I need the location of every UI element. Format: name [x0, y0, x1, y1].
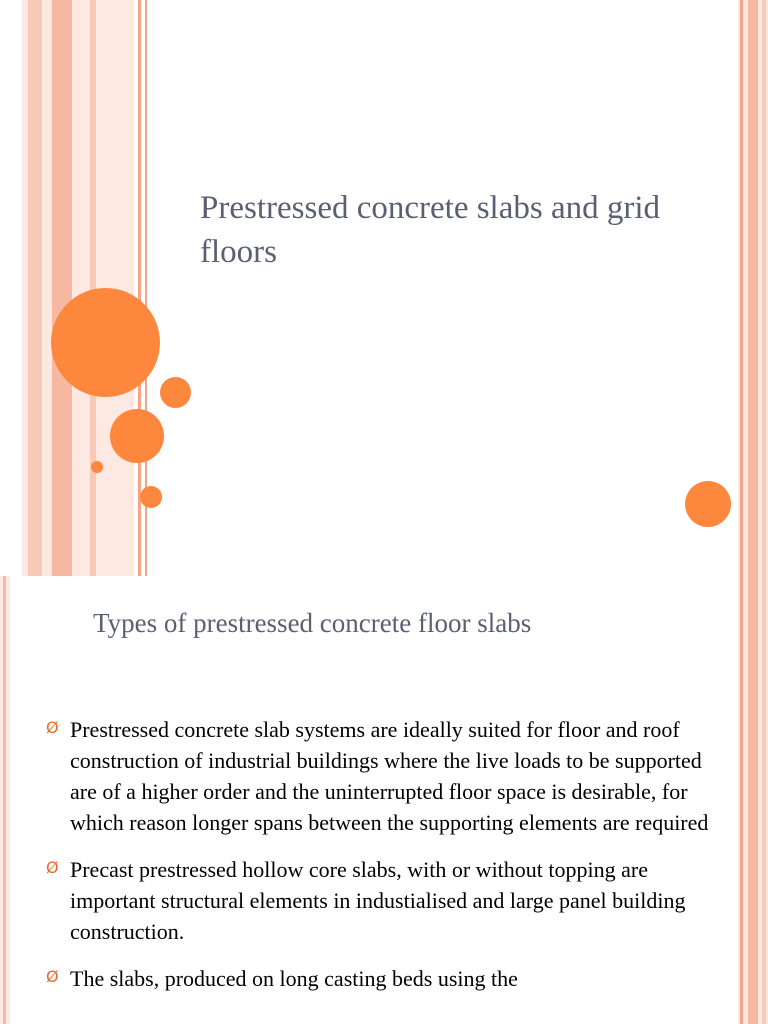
decorative-circle-medium [110, 409, 164, 463]
decorative-circle-small [140, 486, 162, 508]
slide-1-title: Prestressed concrete slabs and grid floors [200, 190, 661, 270]
slashed-o-bullet-icon: Ø [46, 967, 59, 986]
decorative-stripe [740, 576, 743, 1024]
decorative-stripe [138, 0, 141, 576]
slashed-o-bullet-icon: Ø [46, 858, 59, 877]
list-item [46, 963, 726, 994]
decorative-stripe [740, 0, 743, 576]
decorative-stripe [52, 0, 72, 576]
decorative-stripe [762, 576, 766, 1024]
decorative-stripe [748, 0, 758, 576]
decorative-circle-small [160, 377, 191, 408]
decorative-circle-tiny [91, 461, 103, 473]
bullet-text: Prestressed concrete slab systems are ideally suited for floor and roof construction of industrial buildings where the live loads to be supported are of a higher order and the uninterrupted floor space is desirable, for which reason longer spans between the supporting elements are required [70, 717, 709, 835]
list-item [46, 714, 726, 838]
decorative-circle-large [51, 288, 160, 397]
decorative-stripe [3, 576, 6, 1024]
slide-2 [0, 576, 768, 1024]
bullet-list [46, 714, 726, 1010]
list-item [46, 854, 726, 947]
decorative-stripe [28, 0, 42, 576]
bullet-text: The slabs, produced on long casting beds using the [70, 966, 518, 991]
slide-2-title: Types of prestressed concrete floor slabs [93, 608, 532, 638]
decorative-circle-right [685, 481, 731, 527]
decorative-stripe [762, 0, 766, 576]
bullet-text: Precast prestressed hollow core slabs, with or without topping are important structural elements in industialised and large panel building construction. [70, 857, 686, 944]
decorative-stripe [748, 576, 758, 1024]
slashed-o-bullet-icon: Ø [46, 718, 59, 737]
